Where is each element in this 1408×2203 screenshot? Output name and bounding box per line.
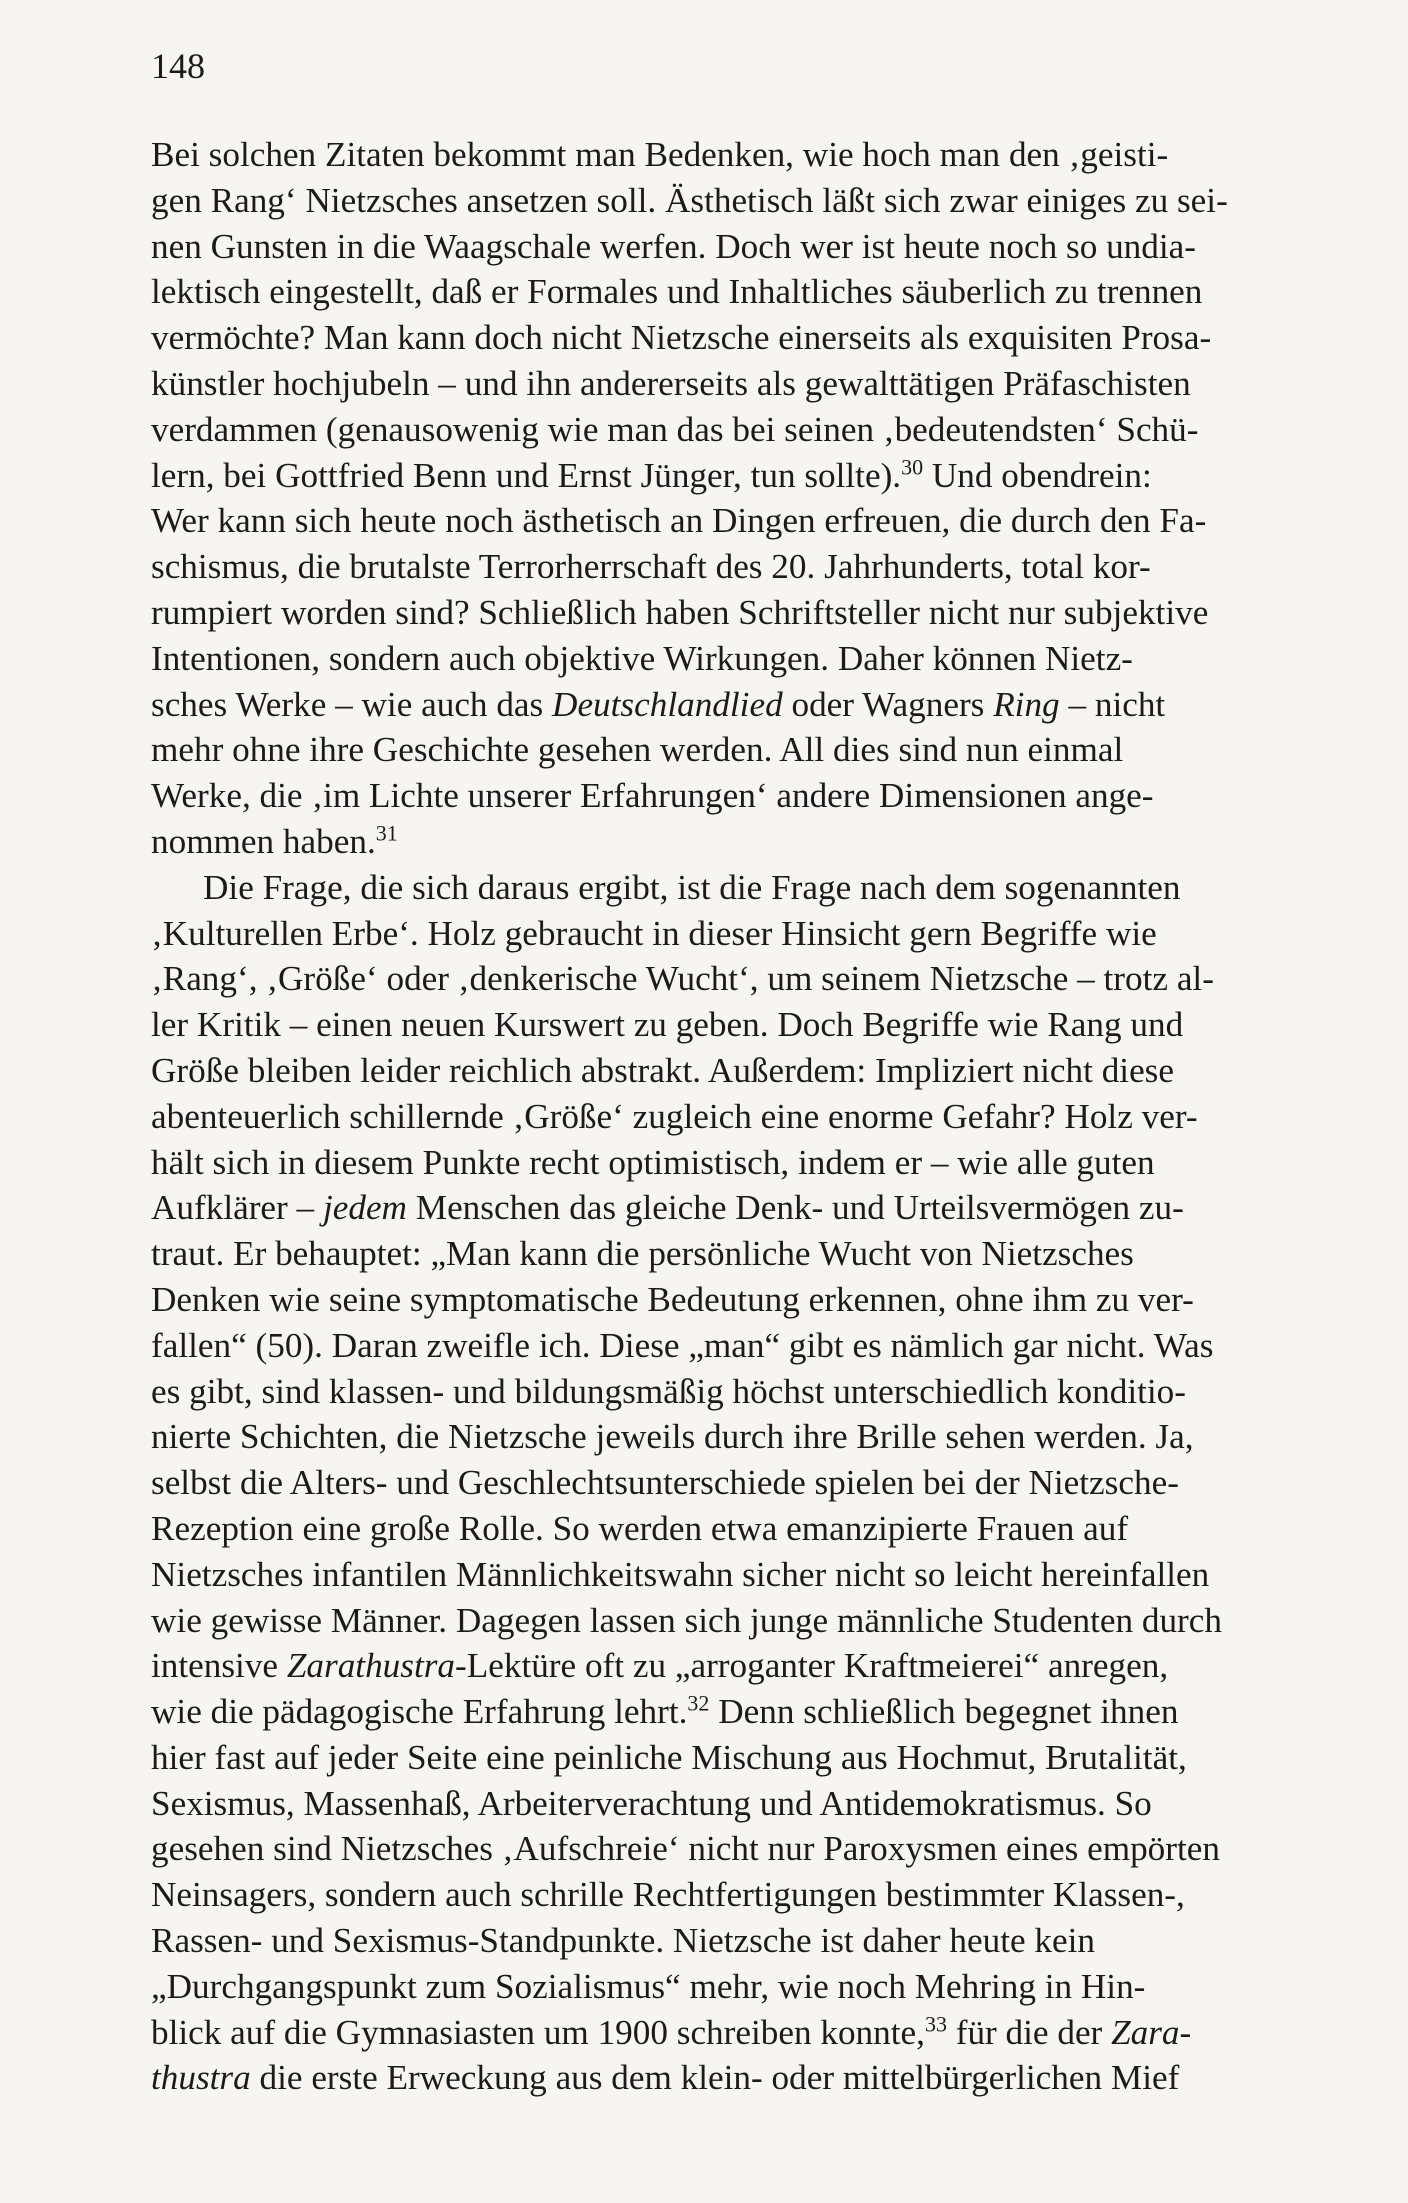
text-line [151, 1185, 1316, 1231]
text-segment: Rezeption eine große Rolle. So werden etwa emanzipierte Frauen auf [151, 1508, 1129, 1548]
text-segment: künstler hochjubeln – und ihn andererseits als gewalttätigen Präfaschisten [151, 363, 1191, 403]
text-line [151, 1323, 1316, 1369]
text-segment: selbst die Alters- und Geschlechtsunterschiede spielen bei der Nietzsche- [151, 1463, 1179, 1503]
text-line [151, 1918, 1316, 1964]
text-line [151, 407, 1316, 453]
text-line [151, 1552, 1316, 1598]
text-line [151, 1414, 1316, 1460]
text-segment: gen Rang‘ Nietzsches ansetzen soll. Ästhetisch läßt sich zwar einiges zu sei- [151, 180, 1228, 220]
text-line [151, 544, 1316, 590]
text-line [151, 1735, 1316, 1781]
text-line [151, 682, 1316, 728]
footnote-marker: 32 [687, 1690, 710, 1716]
text-line [151, 1872, 1316, 1918]
text-segment: Sexismus, Massenhaß, Arbeiterverachtung und Antidemokratismus. So [151, 1783, 1152, 1823]
text-segment: vermöchte? Man kann doch nicht Nietzsche einerseits als exquisiten Prosa- [151, 318, 1212, 358]
text-line [151, 1506, 1316, 1552]
footnote-marker: 30 [901, 453, 924, 479]
text-line [151, 1277, 1316, 1323]
text-line [151, 269, 1316, 315]
italic-text: Ring [993, 684, 1060, 724]
text-segment: mehr ohne ihre Geschichte gesehen werden. All dies sind nun einmal [151, 730, 1124, 770]
text-segment: Denken wie seine symptomatische Bedeutung erkennen, ohne ihm zu ver- [151, 1279, 1194, 1319]
text-line [151, 636, 1316, 682]
text-segment: Größe bleiben leider reichlich abstrakt. Außerdem: Impliziert nicht diese [151, 1050, 1174, 1090]
text-segment: hier fast auf jeder Seite eine peinliche Mischung aus Hochmut, Brutalität, [151, 1737, 1187, 1777]
text-segment: nommen haben. [151, 821, 376, 861]
italic-text: Deutschlandlied [552, 684, 783, 724]
text-line [151, 1460, 1316, 1506]
text-line [151, 1643, 1316, 1689]
text-segment: für die der [946, 2012, 1112, 2052]
text-segment: ler Kritik – einen neuen Kurswert zu geben. Doch Begriffe wie Rang und [151, 1005, 1184, 1045]
text-line [151, 773, 1316, 819]
text-segment: Rassen- und Sexismus-Standpunkte. Nietzsche ist daher heute kein [151, 1921, 1095, 1961]
text-line [151, 1689, 1316, 1735]
text-segment: ‚Kulturellen Erbe‘. Holz gebraucht in dieser Hinsicht gern Begriffe wie [151, 913, 1157, 953]
text-segment: ‚Rang‘, ‚Größe‘ oder ‚denkerische Wucht‘, um seinem Nietzsche – trotz al- [151, 959, 1214, 999]
text-line [151, 956, 1316, 1002]
text-segment: Werke, die ‚im Lichte unserer Erfahrungen‘ andere Dimensionen ange- [151, 776, 1154, 816]
text-line [151, 2055, 1316, 2101]
text-segment: Aufklärer – [151, 1188, 323, 1228]
text-segment: gesehen sind Nietzsches ‚Aufschreie‘ nicht nur Paroxysmen eines empörten [151, 1829, 1220, 1869]
text-segment: nierte Schichten, die Nietzsche jeweils durch ihre Brille sehen werden. Ja, [151, 1417, 1194, 1457]
text-segment: Intentionen, sondern auch objektive Wirkungen. Daher können Nietz- [151, 638, 1133, 678]
text-line [151, 590, 1316, 636]
text-line [151, 1964, 1316, 2010]
text-segment: lektisch eingestellt, daß er Formales und Inhaltliches säuberlich zu trennen [151, 272, 1203, 312]
text-segment: sches Werke – wie auch das [151, 684, 553, 724]
text-segment: abenteuerlich schillernde ‚Größe‘ zugleich eine enorme Gefahr? Holz ver- [151, 1096, 1198, 1136]
text-line [151, 361, 1316, 407]
text-line [151, 315, 1316, 361]
text-line [151, 224, 1316, 270]
text-segment: Bei solchen Zitaten bekommt man Bedenken, wie hoch man den ‚geisti- [151, 135, 1169, 174]
text-line [151, 453, 1316, 499]
footnote-marker: 33 [924, 2010, 947, 2036]
text-segment: Menschen das gleiche Denk- und Urteilsvermögen zu- [406, 1188, 1184, 1228]
page-number: 148 [151, 46, 205, 86]
text-segment: intensive [151, 1646, 287, 1686]
text-line [151, 1140, 1316, 1186]
text-line [151, 1094, 1316, 1140]
text-segment: -Lektüre oft zu „arroganter Kraftmeierei“ anregen, [455, 1646, 1169, 1686]
text-line [151, 1826, 1316, 1872]
text-segment: „Durchgangspunkt zum Sozialismus“ mehr, wie noch Mehring in Hin- [151, 1966, 1146, 2006]
italic-text: Zara- [1111, 2012, 1192, 2052]
text-segment: fallen“ (50). Daran zweifle ich. Diese „man“ gibt es nämlich gar nicht. Was [151, 1325, 1214, 1365]
text-segment: Denn schließlich begegnet ihnen [709, 1692, 1179, 1732]
text-segment: es gibt, sind klassen- und bildungsmäßig höchst unterschiedlich konditio- [151, 1371, 1186, 1411]
text-line [151, 819, 1316, 865]
text-line [151, 2010, 1316, 2056]
text-line [151, 1369, 1316, 1415]
text-segment: rumpiert worden sind? Schließlich haben Schriftsteller nicht nur subjektive [151, 592, 1209, 632]
text-segment: wie die pädagogische Erfahrung lehrt. [151, 1692, 688, 1732]
text-segment: lern, bei Gottfried Benn und Ernst Jünger, tun sollte). [151, 455, 902, 495]
text-line [151, 1048, 1316, 1094]
text-segment: nen Gunsten in die Waagschale werfen. Doch wer ist heute noch so undia- [151, 226, 1196, 266]
text-segment: Wer kann sich heute noch ästhetisch an Dingen erfreuen, die durch den Fa- [151, 501, 1207, 541]
text-segment: hält sich in diesem Punkte recht optimistisch, indem er – wie alle guten [151, 1142, 1155, 1182]
text-line [151, 1231, 1316, 1277]
text-line [151, 1002, 1316, 1048]
text-line [151, 911, 1316, 957]
text-segment: blick auf die Gymnasiasten um 1900 schreiben konnte, [151, 2012, 925, 2052]
text-segment: Neinsagers, sondern auch schrille Rechtfertigungen bestimmter Klassen-, [151, 1875, 1185, 1915]
text-segment: verdammen (genausowenig wie man das bei seinen ‚bedeutendsten‘ Schü- [151, 409, 1199, 449]
italic-text: Zarathustra [286, 1646, 456, 1686]
text-segment: – nicht [1059, 684, 1166, 724]
text-segment: Die Frage, die sich daraus ergibt, ist die Frage nach dem sogenannten [203, 867, 1181, 907]
text-segment: Und obendrein: [923, 455, 1152, 495]
body-text [151, 132, 1316, 2101]
text-segment: traut. Er behauptet: „Man kann die persönliche Wucht von Nietzsches [151, 1234, 1134, 1274]
text-segment: schismus, die brutalste Terrorherrschaft des 20. Jahrhunderts, total kor- [151, 547, 1151, 587]
text-line [151, 727, 1316, 773]
text-line [151, 178, 1316, 224]
italic-text: thustra [151, 2058, 251, 2098]
text-segment: wie gewisse Männer. Dagegen lassen sich junge männliche Studenten durch [151, 1600, 1222, 1640]
text-line [151, 865, 1316, 911]
text-line [151, 1598, 1316, 1644]
text-line [151, 498, 1316, 544]
footnote-marker: 31 [375, 820, 398, 846]
text-line [151, 132, 1316, 178]
text-segment: oder Wagners [782, 684, 994, 724]
text-segment: Nietzsches infantilen Männlichkeitswahn sicher nicht so leicht hereinfallen [151, 1554, 1210, 1594]
text-segment: die erste Erweckung aus dem klein- oder mittelbürgerlichen Mief [250, 2058, 1180, 2098]
text-line [151, 1781, 1316, 1827]
italic-text: jedem [322, 1188, 407, 1228]
